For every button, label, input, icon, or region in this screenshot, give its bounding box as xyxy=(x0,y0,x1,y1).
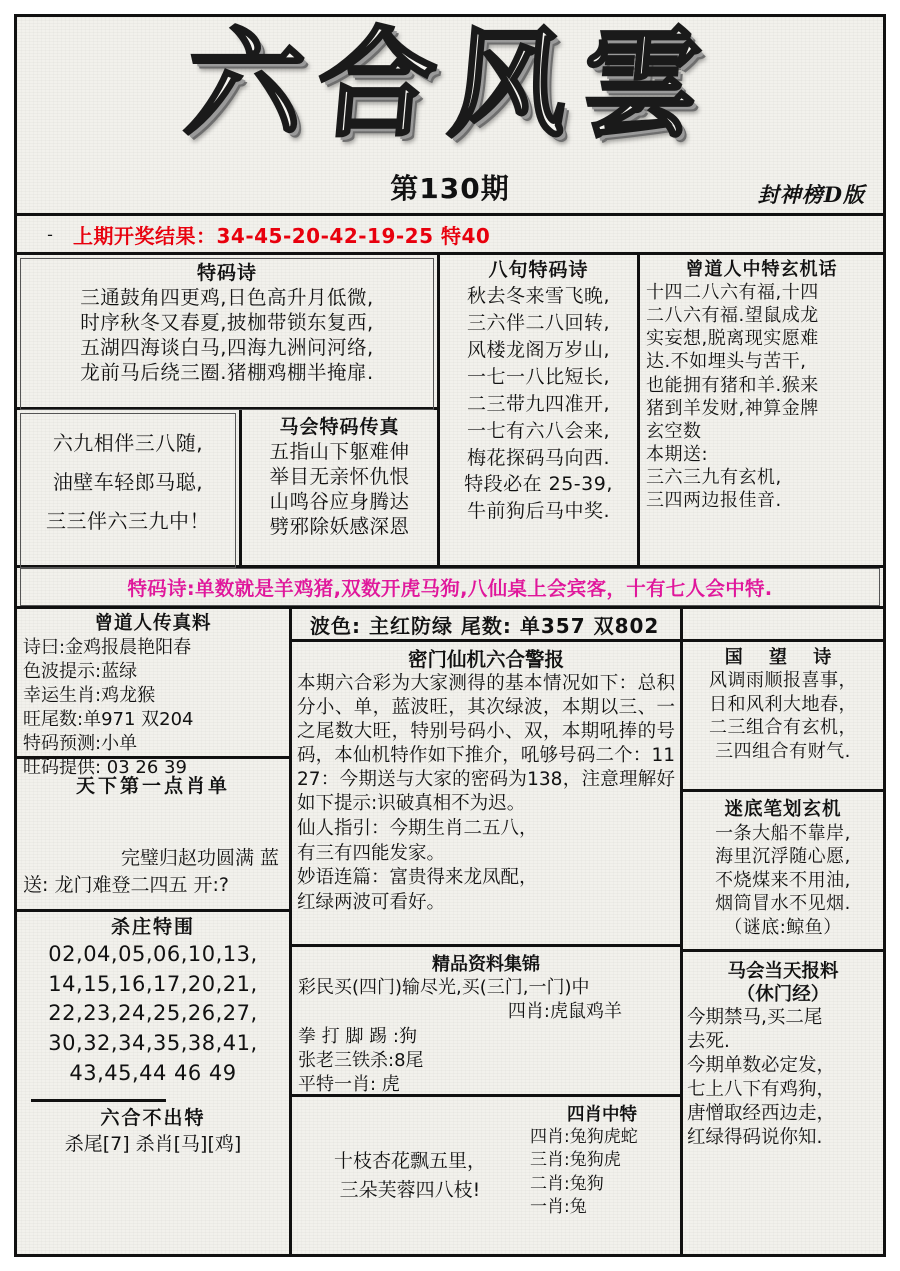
guowang-title: 国 望 诗 xyxy=(724,647,842,668)
zengdaoren-fax-line: 特码预测:小单 xyxy=(23,732,138,754)
bajushi-line: 秋去冬来雪飞晚, xyxy=(466,284,611,307)
tianxia-line-2: 送: 龙门难登二四五 开:? xyxy=(23,874,229,897)
jingpin-line-1: 彩民买(四门)输尽光,买(三门,一门)中 xyxy=(298,977,590,998)
cell-shazhuang xyxy=(17,912,289,1094)
mahui-tema-line: 举目无亲怀仇恨 xyxy=(269,464,410,488)
zengdaoren-fax-line: 诗曰:金鸡报晨艳阳春 xyxy=(23,637,192,659)
middle-column xyxy=(292,609,683,1254)
jingpin-line-5: 平特一肖: 虎 xyxy=(298,1074,400,1096)
guowang-line: 日和风利大地春， xyxy=(709,693,857,715)
tema-banner-text: 特码诗:单数就是羊鸡猪,双数开虎马狗,八仙桌上会宾客，十有七人会中特. xyxy=(127,577,773,600)
mahui-tema-line: 山鸣谷应身腾达 xyxy=(269,489,410,513)
zengdaoren-fax-line: 旺尾数:单971 双204 xyxy=(23,708,194,730)
cell-zengdaoren-fax xyxy=(17,609,289,778)
mahui-dangtian-subtitle: （休门经） xyxy=(736,984,830,1006)
row-poems-top xyxy=(17,255,883,565)
zengdaoren-fax-line: 旺码提供: 03 26 39 xyxy=(23,756,187,778)
tianxia-line-1: 完璧归赵功圆满 蓝 xyxy=(120,846,279,869)
shizhi-line-1: 十枝杏花飘五里， xyxy=(333,1150,486,1172)
zengdaoren-xuanji-line: 玄空数 xyxy=(646,420,702,442)
mahui-dangtian-line: 唐憎取经西边走， xyxy=(687,1103,836,1125)
mahui-tema-line: 五指山下躯难伸 xyxy=(269,439,410,463)
mimen-body: 本期六合彩为大家测得的基本情况如下：总积分小、单，蓝波旺，其次绿波，本期以三、一之尾数大旺，特别号码小、双，本期吼捧的号码，本仙机特作如下推介，吼够号码二个：11 27：今期送与大家的密码为138，注意理解好如下提示:识破真相不为迟。 xyxy=(297,673,675,815)
mimen-zhiyin-label: 仙人指引： xyxy=(297,818,390,840)
mimen-title: 密门仙机六合警报 xyxy=(407,648,564,671)
sixiao-row: 三肖:兔狗虎 xyxy=(530,1150,621,1171)
mahui-dangtian-title: 马会当天报料 xyxy=(727,961,839,982)
newspaper-sheet xyxy=(14,14,886,1257)
guowang-line: 风调雨顺报喜事， xyxy=(709,670,857,692)
jingpin-line-3: 拳 打 脚 踢 :狗 xyxy=(298,1025,417,1047)
liujiu-inner xyxy=(20,413,236,568)
mahui-dangtian-line: 今期单数必定发， xyxy=(687,1055,836,1077)
jingpin-line-4: 张老三铁杀:8尾 xyxy=(298,1049,424,1071)
zengdaoren-xuanji-line: 十四二八六有福,十四 xyxy=(646,282,819,304)
sixiao-row: 一肖:兔 xyxy=(530,1197,587,1218)
midi-line: 一条大船不靠岸, xyxy=(715,823,851,845)
shazhuang-inner xyxy=(17,912,289,1094)
issue-number: 第130期 xyxy=(390,172,510,205)
shazhuang-row: 14,15,16,17,20,21, xyxy=(48,971,258,996)
liujiu-line: 三三伴六三九中！ xyxy=(46,509,210,533)
mahui-dangtian-line: 去死. xyxy=(687,1031,730,1053)
mahui-dangtian-line: 红绿得码说你知. xyxy=(687,1127,823,1149)
mimen-miaoyu-row xyxy=(297,866,675,891)
cell-mahui-dangtian xyxy=(683,952,883,1254)
shazhuang-row: 02,04,05,06,10,13, xyxy=(48,941,258,966)
mimen-zhiyin-row xyxy=(297,817,675,842)
cell-liujiu-poem xyxy=(17,410,242,565)
zengdaoren-fax-title: 曾道人传真料 xyxy=(94,613,212,634)
cell-guowang-shi xyxy=(683,642,883,792)
sixiao-title: 四肖中特 xyxy=(567,1105,637,1125)
bajushi-inner xyxy=(440,255,637,565)
zengdaoren-xuanji-title: 曾道人中特玄机话 xyxy=(685,259,838,280)
tema-banner-row xyxy=(17,565,883,609)
cell-sixiao-zhongte xyxy=(528,1097,680,1254)
tema-poem-block xyxy=(17,255,437,410)
mimen-zhiyin-line-2: 有三有四能发家。 xyxy=(297,842,446,864)
bajushi-title: 八句特码诗 xyxy=(488,259,589,281)
tema-poem-line: 龙前马后绕三圈.猪棚鸡棚半掩扉. xyxy=(80,360,374,384)
bullet-dot: - xyxy=(47,224,53,244)
mahui-tema-title: 马会特码传真 xyxy=(279,416,400,438)
divider-rule xyxy=(31,1099,166,1102)
row-liujiu-mahui xyxy=(17,410,437,565)
edition-label: 封神榜D版 xyxy=(757,182,865,207)
mimen-miaoyu-line-2: 红绿两波可看好。 xyxy=(297,892,446,914)
mimen-miaoyu-label: 妙语连篇： xyxy=(297,867,390,889)
cell-mimen xyxy=(292,642,680,947)
bajushi-line: 特段必在 25-39, xyxy=(464,473,613,496)
sixiao-inner xyxy=(530,1101,674,1220)
sixiao-row: 四肖:兔狗虎蛇 xyxy=(530,1127,638,1147)
liuhe-buchute-title: 六合不出特 xyxy=(100,1107,206,1129)
zengdaoren-xuanji-line: 实妄想,脱离现实愿难 xyxy=(646,328,819,350)
tianxia-title: 天下第一点肖单 xyxy=(75,775,230,797)
tema-banner-box xyxy=(20,568,880,606)
midi-line: 不烧煤来不用油, xyxy=(715,869,851,891)
zengdaoren-fax-line: 幸运生肖:鸡龙猴 xyxy=(23,684,156,706)
jingpin-title: 精品资料集锦 xyxy=(432,954,540,975)
bajushi-line: 一七有六八会来, xyxy=(466,419,611,442)
cell-bajushi xyxy=(440,255,640,565)
mahui-dangtian-inner xyxy=(683,952,883,1254)
zengdaoren-xuanji-line: 三六三九有玄机, xyxy=(646,466,782,488)
guowang-inner xyxy=(683,642,883,789)
last-draw-result-row xyxy=(17,216,883,255)
zengdaoren-fax-inner xyxy=(17,609,289,778)
zengdaoren-xuanji-line: 三四两边报佳音. xyxy=(646,489,782,511)
cell-bose-spacer xyxy=(683,609,883,642)
liuhe-buchute-line: 杀尾[7] 杀肖[马][鸡] xyxy=(64,1132,242,1155)
zengdaoren-fax-line: 色波提示:蓝绿 xyxy=(23,660,138,682)
jingpin-inner xyxy=(292,947,680,1094)
mahui-dangtian-line: 七上八下有鸡狗， xyxy=(687,1079,836,1101)
bajushi-line: 二三带九四准开, xyxy=(466,392,611,415)
midi-line: 烟筒冒水不见烟. xyxy=(715,893,851,915)
bajushi-line: 牛前狗后马中奖. xyxy=(466,500,611,523)
cell-bose-row xyxy=(292,609,680,642)
left-column xyxy=(17,609,292,1254)
liuhe-buchute-inner xyxy=(17,1094,289,1254)
bajushi-line: 一七一八比短长, xyxy=(466,365,611,388)
masthead xyxy=(17,17,883,216)
midi-answer: （谜底:鲸鱼） xyxy=(724,916,842,938)
shazhuang-row: 22,23,24,25,26,27, xyxy=(48,1001,258,1026)
main-columns xyxy=(17,609,883,1254)
cell-mahui-tema xyxy=(242,410,437,565)
mimen-inner xyxy=(292,642,680,944)
shazhuang-row: 43,45,44 46 49 xyxy=(69,1060,237,1085)
zengdaoren-xuanji-line: 达.不如埋头与苦干, xyxy=(646,351,807,373)
sixiao-row: 二肖:兔狗 xyxy=(530,1173,604,1194)
shazhuang-row: 30,32,34,35,38,41, xyxy=(48,1031,258,1056)
mahui-dangtian-line: 今期禁马,买二尾 xyxy=(687,1007,823,1029)
right-column xyxy=(683,609,883,1254)
bajushi-line: 三六伴二八回转, xyxy=(466,311,611,334)
tianxia-inner xyxy=(17,759,289,909)
cell-liuhe-buchute xyxy=(17,1094,289,1254)
shazhuang-title: 杀庄特围 xyxy=(110,916,195,938)
tema-poem-line: 三通鼓角四更鸡,日色高升月低微, xyxy=(80,285,374,309)
last-draw-result-text: 上期开奖结果：34-45-20-42-19-25 特40 xyxy=(73,223,491,248)
tema-poem-inner xyxy=(20,258,434,410)
zengdaoren-xuanji-inner xyxy=(640,255,883,565)
cell-shizhi xyxy=(292,1097,528,1254)
tema-poem-title: 特码诗 xyxy=(196,262,257,284)
shizhi-line-2: 三朵芙蓉四八枝! xyxy=(339,1178,481,1201)
shizhi-inner xyxy=(334,1147,486,1204)
liujiu-line: 六九相伴三八随, xyxy=(52,431,204,455)
mimen-miaoyu-line-1: 富贵得来龙凤配， xyxy=(389,867,538,889)
zengdaoren-xuanji-line: 也能拥有猪和羊.猴来 xyxy=(646,374,819,396)
cell-tema-poem-group xyxy=(17,255,440,565)
zengdaoren-xuanji-line: 本期送: xyxy=(646,443,709,465)
liujiu-line: 油壁车轻郎马聪, xyxy=(52,470,204,494)
tema-poem-line: 时序秋冬又春夏,披枷带锁东复西, xyxy=(80,310,374,334)
bose-text: 波色: 主红防绿 尾数: 单357 双802 xyxy=(310,613,660,638)
bajushi-line: 梅花探码马向西. xyxy=(466,446,611,469)
guowang-line: 三四组合有财气. xyxy=(715,740,851,762)
mahui-tema-inner xyxy=(244,413,435,568)
cell-tianxia xyxy=(17,759,289,912)
midi-line: 海里沉浮随心愿, xyxy=(715,846,851,868)
row-shizhi-sixiao xyxy=(292,1097,680,1254)
midi-title: 迷底笔划玄机 xyxy=(724,799,842,820)
publication-logo: 六合风雲 xyxy=(180,15,721,153)
mimen-zhiyin-line-1: 今期生肖二五八， xyxy=(389,818,538,840)
zengdaoren-xuanji-line: 二八六有福.望鼠成龙 xyxy=(646,305,819,327)
zengdaoren-xuanji-line: 猪到羊发财,神算金牌 xyxy=(646,397,819,419)
cell-zengdaoren-xuanji xyxy=(640,255,883,565)
tema-poem-line: 五湖四海谈白马,四海九洲问河络, xyxy=(80,335,374,359)
mahui-tema-line: 劈邪除妖感深恩 xyxy=(269,514,410,538)
guowang-line: 二三组合有玄机， xyxy=(709,717,857,739)
jingpin-line-2: 四肖:虎鼠鸡羊 xyxy=(507,1001,622,1023)
midi-inner xyxy=(683,792,883,949)
cell-jingpin xyxy=(292,947,680,1097)
bajushi-line: 风楼龙阁万岁山, xyxy=(466,338,611,361)
cell-midi xyxy=(683,792,883,952)
